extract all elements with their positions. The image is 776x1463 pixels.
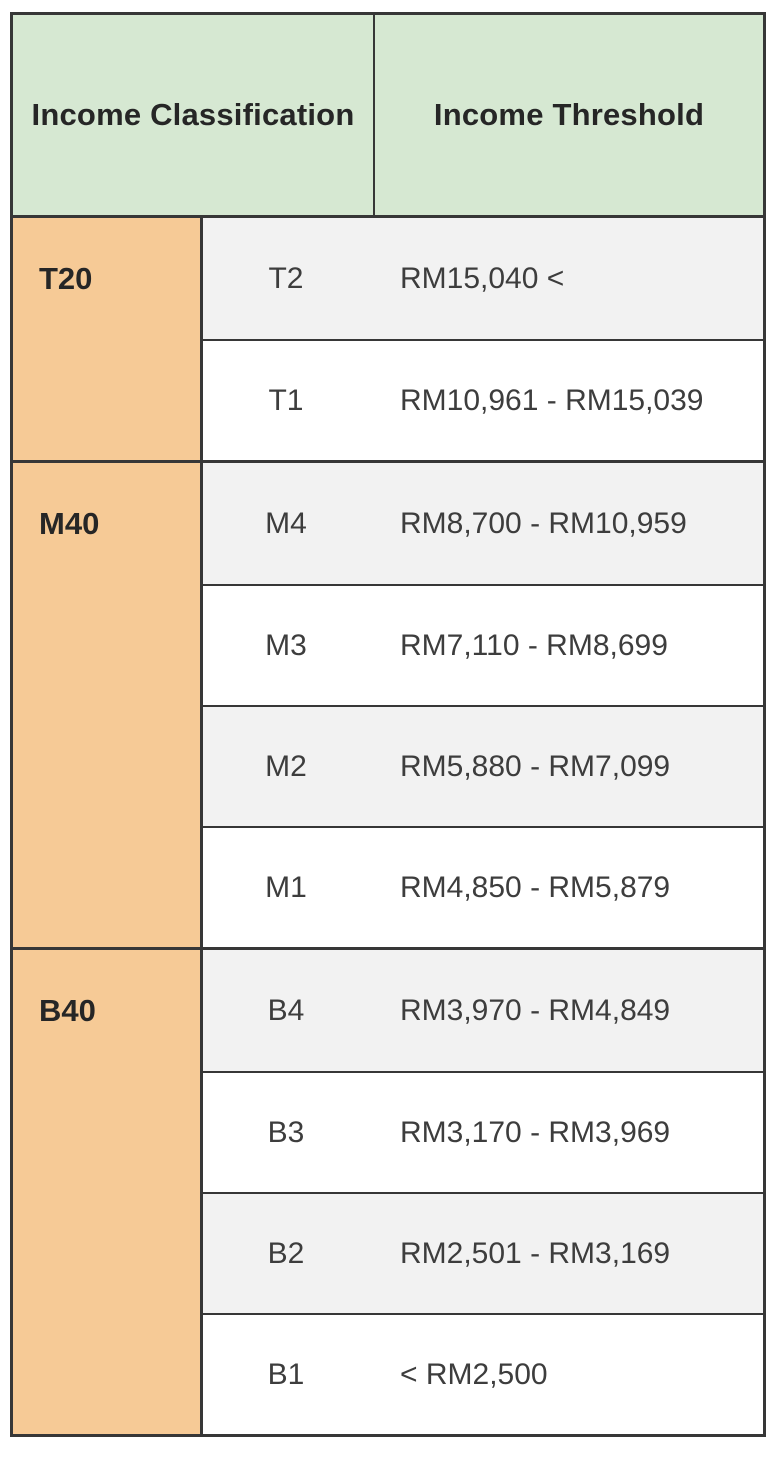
table-row-m3 xyxy=(203,584,763,705)
row-code: M3 xyxy=(265,628,307,662)
group-b40-label: B40 xyxy=(39,992,96,1028)
row-range: RM15,040 < xyxy=(400,261,565,295)
group-m40-rows xyxy=(203,463,763,947)
table-row-b4 xyxy=(203,950,763,1071)
table-row-m4 xyxy=(203,463,763,584)
row-code: B2 xyxy=(267,1236,305,1270)
row-code: B3 xyxy=(267,1115,305,1149)
table-row-t2 xyxy=(203,218,763,339)
table-row-b1 xyxy=(203,1313,763,1434)
table-header-row xyxy=(13,15,763,215)
row-code: M1 xyxy=(265,870,307,904)
group-b40-cell xyxy=(13,950,203,1434)
table-row-b2 xyxy=(203,1192,763,1313)
table-row-m2 xyxy=(203,705,763,826)
header-income-threshold: Income Threshold xyxy=(373,15,763,215)
row-range: RM4,850 - RM5,879 xyxy=(400,870,671,904)
group-t20-label: T20 xyxy=(39,260,93,296)
group-m40 xyxy=(13,460,763,947)
row-range: RM10,961 - RM15,039 xyxy=(400,383,704,417)
group-t20-cell xyxy=(13,218,203,460)
row-range: RM5,880 - RM7,099 xyxy=(400,749,671,783)
row-range: RM3,170 - RM3,969 xyxy=(400,1115,671,1149)
row-code: T2 xyxy=(268,261,304,295)
header-income-classification: Income Classification xyxy=(13,15,373,215)
row-code: T1 xyxy=(268,383,304,417)
table-row-b3 xyxy=(203,1071,763,1192)
group-t20-rows xyxy=(203,218,763,460)
row-range: RM7,110 - RM8,699 xyxy=(400,628,668,662)
table-row-t1 xyxy=(203,339,763,460)
row-code: B1 xyxy=(267,1357,305,1391)
table-row-m1 xyxy=(203,826,763,947)
group-t20 xyxy=(13,215,763,460)
group-m40-cell xyxy=(13,463,203,947)
row-range: RM8,700 - RM10,959 xyxy=(400,506,687,540)
group-b40 xyxy=(13,947,763,1434)
group-b40-rows xyxy=(203,950,763,1434)
row-range: < RM2,500 xyxy=(400,1357,548,1391)
row-code: M2 xyxy=(265,749,307,783)
row-code: M4 xyxy=(265,506,307,540)
row-range: RM3,970 - RM4,849 xyxy=(400,993,671,1027)
group-m40-label: M40 xyxy=(39,505,100,541)
row-range: RM2,501 - RM3,169 xyxy=(400,1236,671,1270)
income-classification-table xyxy=(10,12,766,1437)
row-code: B4 xyxy=(267,993,305,1027)
